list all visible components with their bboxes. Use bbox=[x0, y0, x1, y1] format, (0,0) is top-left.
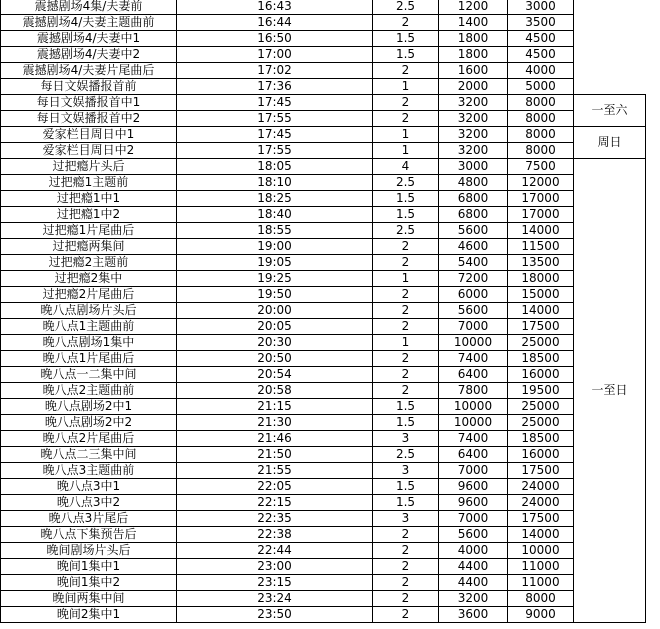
air-time-cell: 21:46 bbox=[177, 431, 373, 447]
day-group-cell: 周日 bbox=[574, 127, 646, 159]
price-a-cell: 4000 bbox=[439, 543, 508, 559]
air-time-cell: 22:05 bbox=[177, 479, 373, 495]
table-row bbox=[1, 127, 646, 143]
price-a-cell: 9600 bbox=[439, 479, 508, 495]
air-time-cell: 20:00 bbox=[177, 303, 373, 319]
price-b-cell: 12000 bbox=[508, 175, 574, 191]
price-a-cell: 3200 bbox=[439, 111, 508, 127]
price-b-cell: 17500 bbox=[508, 463, 574, 479]
table-row bbox=[1, 207, 646, 223]
air-time-cell: 18:40 bbox=[177, 207, 373, 223]
day-group-empty-cell bbox=[574, 0, 646, 95]
table-row bbox=[1, 591, 646, 607]
price-b-cell: 25000 bbox=[508, 415, 574, 431]
price-b-cell: 11500 bbox=[508, 239, 574, 255]
air-time-cell: 22:35 bbox=[177, 511, 373, 527]
price-b-cell: 11000 bbox=[508, 575, 574, 591]
air-time-cell: 17:02 bbox=[177, 63, 373, 79]
air-time-cell: 19:00 bbox=[177, 239, 373, 255]
table-row bbox=[1, 191, 646, 207]
duration-cell: 2 bbox=[373, 63, 439, 79]
price-a-cell: 3600 bbox=[439, 607, 508, 623]
table-row bbox=[1, 463, 646, 479]
program-name-cell: 晚间剧场片头后 bbox=[1, 543, 177, 559]
air-time-cell: 20:50 bbox=[177, 351, 373, 367]
price-a-cell: 4400 bbox=[439, 575, 508, 591]
air-time-cell: 21:30 bbox=[177, 415, 373, 431]
price-a-cell: 1600 bbox=[439, 63, 508, 79]
duration-cell: 2 bbox=[373, 95, 439, 111]
duration-cell: 2 bbox=[373, 239, 439, 255]
table-row bbox=[1, 607, 646, 623]
duration-cell: 2 bbox=[373, 367, 439, 383]
price-a-cell: 6400 bbox=[439, 447, 508, 463]
price-a-cell: 3200 bbox=[439, 591, 508, 607]
program-name-cell: 震撼剧场4/夫妻片尾曲后 bbox=[1, 63, 177, 79]
program-name-cell: 晚八点下集预告后 bbox=[1, 527, 177, 543]
price-b-cell: 8000 bbox=[508, 111, 574, 127]
air-time-cell: 19:50 bbox=[177, 287, 373, 303]
program-name-cell: 震撼剧场4集/夫妻前 bbox=[1, 0, 177, 15]
air-time-cell: 17:45 bbox=[177, 127, 373, 143]
price-b-cell: 13500 bbox=[508, 255, 574, 271]
air-time-cell: 23:00 bbox=[177, 559, 373, 575]
table-row bbox=[1, 175, 646, 191]
price-b-cell: 18000 bbox=[508, 271, 574, 287]
duration-cell: 2 bbox=[373, 527, 439, 543]
air-time-cell: 17:00 bbox=[177, 47, 373, 63]
price-a-cell: 4600 bbox=[439, 239, 508, 255]
price-b-cell: 14000 bbox=[508, 303, 574, 319]
duration-cell: 1.5 bbox=[373, 47, 439, 63]
program-name-cell: 晚间1集中2 bbox=[1, 575, 177, 591]
air-time-cell: 23:15 bbox=[177, 575, 373, 591]
air-time-cell: 20:05 bbox=[177, 319, 373, 335]
program-name-cell: 晚八点剧场片头后 bbox=[1, 303, 177, 319]
duration-cell: 2 bbox=[373, 319, 439, 335]
program-name-cell: 晚八点一二集中间 bbox=[1, 367, 177, 383]
table-row bbox=[1, 15, 646, 31]
price-b-cell: 25000 bbox=[508, 335, 574, 351]
price-a-cell: 3000 bbox=[439, 159, 508, 175]
price-a-cell: 6800 bbox=[439, 191, 508, 207]
table-row bbox=[1, 527, 646, 543]
table-row bbox=[1, 255, 646, 271]
air-time-cell: 18:10 bbox=[177, 175, 373, 191]
price-a-cell: 7000 bbox=[439, 511, 508, 527]
duration-cell: 2 bbox=[373, 559, 439, 575]
program-name-cell: 晚八点1主题曲前 bbox=[1, 319, 177, 335]
program-name-cell: 晚八点3中2 bbox=[1, 495, 177, 511]
duration-cell: 2 bbox=[373, 255, 439, 271]
price-b-cell: 7500 bbox=[508, 159, 574, 175]
price-a-cell: 7800 bbox=[439, 383, 508, 399]
price-b-cell: 3500 bbox=[508, 15, 574, 31]
program-name-cell: 过把瘾2片尾曲后 bbox=[1, 287, 177, 303]
price-b-cell: 19500 bbox=[508, 383, 574, 399]
price-a-cell: 10000 bbox=[439, 399, 508, 415]
price-a-cell: 7200 bbox=[439, 271, 508, 287]
duration-cell: 1.5 bbox=[373, 495, 439, 511]
duration-cell: 2.5 bbox=[373, 0, 439, 15]
price-b-cell: 15000 bbox=[508, 287, 574, 303]
table-row bbox=[1, 495, 646, 511]
price-b-cell: 18500 bbox=[508, 351, 574, 367]
day-group-cell: 一至六 bbox=[574, 95, 646, 127]
air-time-cell: 16:44 bbox=[177, 15, 373, 31]
table-row bbox=[1, 383, 646, 399]
table-row bbox=[1, 95, 646, 111]
table-row bbox=[1, 335, 646, 351]
program-name-cell: 过把瘾两集间 bbox=[1, 239, 177, 255]
price-b-cell: 24000 bbox=[508, 479, 574, 495]
price-a-cell: 1800 bbox=[439, 31, 508, 47]
air-time-cell: 22:15 bbox=[177, 495, 373, 511]
table-row bbox=[1, 63, 646, 79]
price-a-cell: 4400 bbox=[439, 559, 508, 575]
table-row bbox=[1, 0, 646, 15]
table-row bbox=[1, 303, 646, 319]
air-time-cell: 21:55 bbox=[177, 463, 373, 479]
price-a-cell: 5600 bbox=[439, 527, 508, 543]
air-time-cell: 19:25 bbox=[177, 271, 373, 287]
price-a-cell: 7000 bbox=[439, 319, 508, 335]
table-row bbox=[1, 47, 646, 63]
program-name-cell: 每日文娱播报首中2 bbox=[1, 111, 177, 127]
air-time-cell: 18:55 bbox=[177, 223, 373, 239]
air-time-cell: 19:05 bbox=[177, 255, 373, 271]
program-name-cell: 晚间1集中1 bbox=[1, 559, 177, 575]
duration-cell: 1.5 bbox=[373, 31, 439, 47]
air-time-cell: 17:45 bbox=[177, 95, 373, 111]
duration-cell: 1 bbox=[373, 127, 439, 143]
air-time-cell: 16:43 bbox=[177, 0, 373, 15]
program-name-cell: 晚八点剧场1集中 bbox=[1, 335, 177, 351]
air-time-cell: 18:05 bbox=[177, 159, 373, 175]
table-row bbox=[1, 271, 646, 287]
price-a-cell: 4800 bbox=[439, 175, 508, 191]
price-b-cell: 3000 bbox=[508, 0, 574, 15]
program-name-cell: 晚八点剧场2中2 bbox=[1, 415, 177, 431]
air-time-cell: 18:25 bbox=[177, 191, 373, 207]
duration-cell: 1.5 bbox=[373, 207, 439, 223]
table-row bbox=[1, 143, 646, 159]
price-b-cell: 4500 bbox=[508, 47, 574, 63]
duration-cell: 1 bbox=[373, 79, 439, 95]
program-name-cell: 过把瘾1主题前 bbox=[1, 175, 177, 191]
air-time-cell: 20:30 bbox=[177, 335, 373, 351]
program-name-cell: 晚八点3片尾后 bbox=[1, 511, 177, 527]
duration-cell: 2 bbox=[373, 15, 439, 31]
price-b-cell: 4000 bbox=[508, 63, 574, 79]
price-a-cell: 2000 bbox=[439, 79, 508, 95]
price-a-cell: 10000 bbox=[439, 335, 508, 351]
program-name-cell: 爱家栏目周日中1 bbox=[1, 127, 177, 143]
price-b-cell: 24000 bbox=[508, 495, 574, 511]
table-row bbox=[1, 431, 646, 447]
price-b-cell: 9000 bbox=[508, 607, 574, 623]
program-name-cell: 晚八点3中1 bbox=[1, 479, 177, 495]
program-name-cell: 晚八点2主题曲前 bbox=[1, 383, 177, 399]
price-b-cell: 25000 bbox=[508, 399, 574, 415]
duration-cell: 2 bbox=[373, 351, 439, 367]
air-time-cell: 20:58 bbox=[177, 383, 373, 399]
table-row bbox=[1, 447, 646, 463]
price-a-cell: 3200 bbox=[439, 127, 508, 143]
table-row bbox=[1, 511, 646, 527]
price-b-cell: 14000 bbox=[508, 527, 574, 543]
price-b-cell: 18500 bbox=[508, 431, 574, 447]
price-a-cell: 3200 bbox=[439, 143, 508, 159]
price-b-cell: 17000 bbox=[508, 207, 574, 223]
air-time-cell: 23:50 bbox=[177, 607, 373, 623]
price-a-cell: 1400 bbox=[439, 15, 508, 31]
duration-cell: 3 bbox=[373, 463, 439, 479]
price-a-cell: 1200 bbox=[439, 0, 508, 15]
program-name-cell: 震撼剧场4/夫妻主题曲前 bbox=[1, 15, 177, 31]
price-b-cell: 8000 bbox=[508, 143, 574, 159]
price-a-cell: 9600 bbox=[439, 495, 508, 511]
program-name-cell: 每日文娱播报首前 bbox=[1, 79, 177, 95]
table-row bbox=[1, 111, 646, 127]
duration-cell: 1.5 bbox=[373, 399, 439, 415]
price-b-cell: 16000 bbox=[508, 367, 574, 383]
program-name-cell: 过把瘾1中1 bbox=[1, 191, 177, 207]
price-b-cell: 8000 bbox=[508, 127, 574, 143]
duration-cell: 1.5 bbox=[373, 191, 439, 207]
air-time-cell: 22:44 bbox=[177, 543, 373, 559]
air-time-cell: 23:24 bbox=[177, 591, 373, 607]
air-time-cell: 20:54 bbox=[177, 367, 373, 383]
duration-cell: 2 bbox=[373, 591, 439, 607]
air-time-cell: 21:15 bbox=[177, 399, 373, 415]
program-name-cell: 晚八点2片尾曲后 bbox=[1, 431, 177, 447]
price-b-cell: 17500 bbox=[508, 319, 574, 335]
price-a-cell: 7000 bbox=[439, 463, 508, 479]
air-time-cell: 17:55 bbox=[177, 143, 373, 159]
table-row bbox=[1, 79, 646, 95]
program-name-cell: 过把瘾2集中 bbox=[1, 271, 177, 287]
price-a-cell: 7400 bbox=[439, 351, 508, 367]
duration-cell: 2.5 bbox=[373, 175, 439, 191]
duration-cell: 2 bbox=[373, 607, 439, 623]
price-a-cell: 6800 bbox=[439, 207, 508, 223]
program-name-cell: 爱家栏目周日中2 bbox=[1, 143, 177, 159]
price-a-cell: 6400 bbox=[439, 367, 508, 383]
price-b-cell: 8000 bbox=[508, 591, 574, 607]
duration-cell: 2 bbox=[373, 543, 439, 559]
price-b-cell: 8000 bbox=[508, 95, 574, 111]
table-row bbox=[1, 223, 646, 239]
price-a-cell: 1800 bbox=[439, 47, 508, 63]
price-b-cell: 14000 bbox=[508, 223, 574, 239]
duration-cell: 1 bbox=[373, 335, 439, 351]
program-name-cell: 震撼剧场4/夫妻中1 bbox=[1, 31, 177, 47]
program-name-cell: 晚八点1片尾曲后 bbox=[1, 351, 177, 367]
price-a-cell: 5600 bbox=[439, 303, 508, 319]
table-row bbox=[1, 575, 646, 591]
price-a-cell: 5600 bbox=[439, 223, 508, 239]
program-name-cell: 过把瘾1中2 bbox=[1, 207, 177, 223]
price-b-cell: 16000 bbox=[508, 447, 574, 463]
air-time-cell: 17:55 bbox=[177, 111, 373, 127]
program-name-cell: 震撼剧场4/夫妻中2 bbox=[1, 47, 177, 63]
program-name-cell: 过把瘾2主题前 bbox=[1, 255, 177, 271]
price-b-cell: 17000 bbox=[508, 191, 574, 207]
program-name-cell: 晚间两集中间 bbox=[1, 591, 177, 607]
duration-cell: 2 bbox=[373, 383, 439, 399]
air-time-cell: 21:50 bbox=[177, 447, 373, 463]
duration-cell: 1 bbox=[373, 271, 439, 287]
program-name-cell: 晚八点3主题曲前 bbox=[1, 463, 177, 479]
duration-cell: 1.5 bbox=[373, 479, 439, 495]
duration-cell: 3 bbox=[373, 431, 439, 447]
table-row bbox=[1, 479, 646, 495]
price-b-cell: 11000 bbox=[508, 559, 574, 575]
table-row bbox=[1, 287, 646, 303]
duration-cell: 4 bbox=[373, 159, 439, 175]
program-name-cell: 晚间2集中1 bbox=[1, 607, 177, 623]
program-name-cell: 过把瘾片头后 bbox=[1, 159, 177, 175]
price-a-cell: 6000 bbox=[439, 287, 508, 303]
duration-cell: 1 bbox=[373, 143, 439, 159]
air-time-cell: 22:38 bbox=[177, 527, 373, 543]
table-row bbox=[1, 319, 646, 335]
table-row bbox=[1, 159, 646, 175]
program-name-cell: 晚八点剧场2中1 bbox=[1, 399, 177, 415]
price-a-cell: 10000 bbox=[439, 415, 508, 431]
table-row bbox=[1, 415, 646, 431]
price-a-cell: 3200 bbox=[439, 95, 508, 111]
table-row bbox=[1, 543, 646, 559]
price-a-cell: 7400 bbox=[439, 431, 508, 447]
table-row bbox=[1, 367, 646, 383]
price-a-cell: 5400 bbox=[439, 255, 508, 271]
program-name-cell: 晚八点二三集中间 bbox=[1, 447, 177, 463]
table-row bbox=[1, 399, 646, 415]
table-row bbox=[1, 351, 646, 367]
price-b-cell: 5000 bbox=[508, 79, 574, 95]
duration-cell: 1.5 bbox=[373, 415, 439, 431]
duration-cell: 2.5 bbox=[373, 447, 439, 463]
program-name-cell: 每日文娱播报首中1 bbox=[1, 95, 177, 111]
duration-cell: 2 bbox=[373, 303, 439, 319]
duration-cell: 2.5 bbox=[373, 223, 439, 239]
day-group-cell: 一至日 bbox=[574, 159, 646, 623]
table-row bbox=[1, 239, 646, 255]
schedule-table-body bbox=[1, 0, 646, 623]
program-name-cell: 过把瘾1片尾曲后 bbox=[1, 223, 177, 239]
price-b-cell: 17500 bbox=[508, 511, 574, 527]
price-b-cell: 4500 bbox=[508, 31, 574, 47]
duration-cell: 3 bbox=[373, 511, 439, 527]
duration-cell: 2 bbox=[373, 575, 439, 591]
price-b-cell: 10000 bbox=[508, 543, 574, 559]
air-time-cell: 16:50 bbox=[177, 31, 373, 47]
duration-cell: 2 bbox=[373, 111, 439, 127]
table-row bbox=[1, 31, 646, 47]
air-time-cell: 17:36 bbox=[177, 79, 373, 95]
table-row bbox=[1, 559, 646, 575]
duration-cell: 2 bbox=[373, 287, 439, 303]
